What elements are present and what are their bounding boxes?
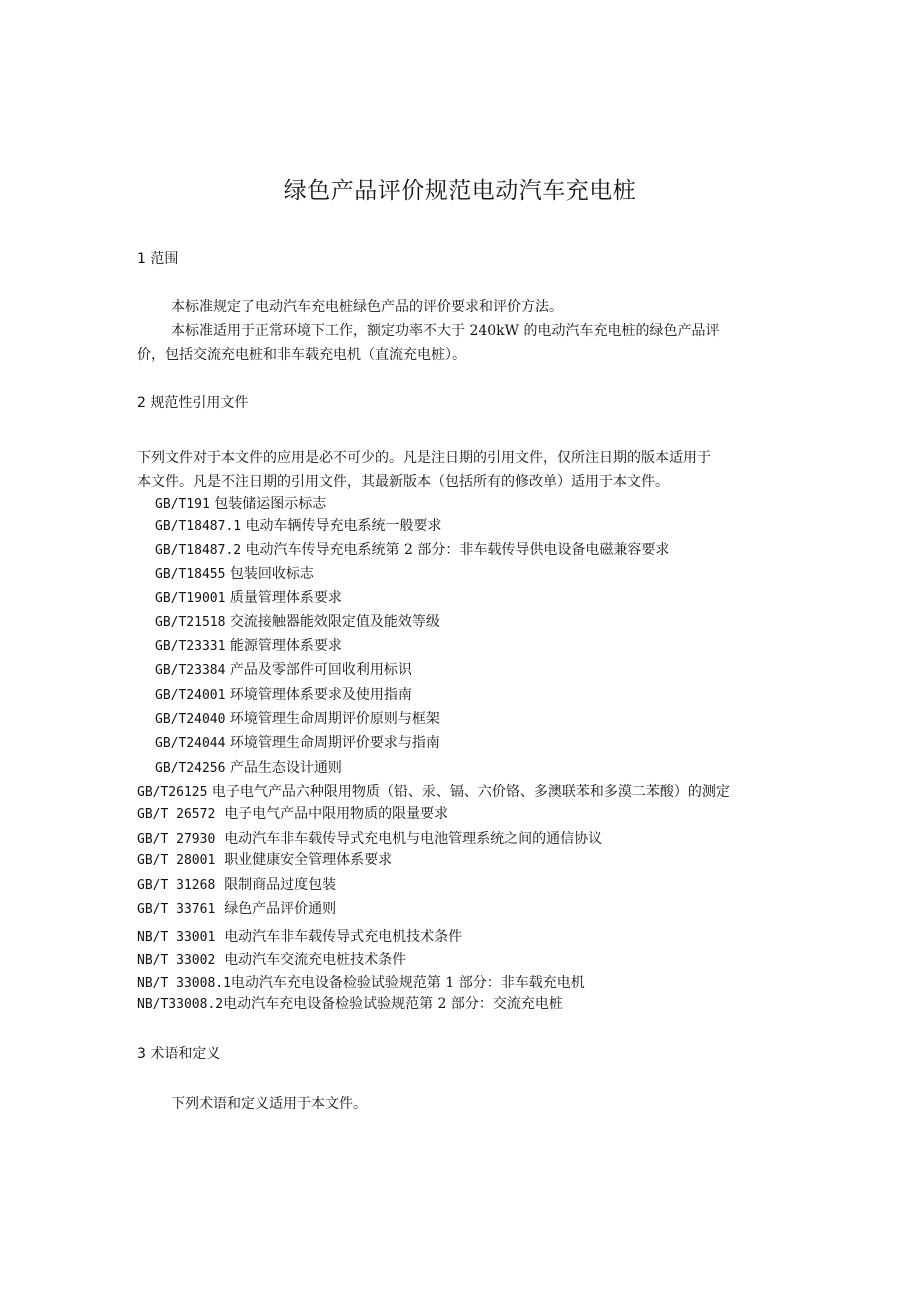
reference-title: 电动汽车传导充电系统第 2 部分：非车载传导供电设备电磁兼容要求 bbox=[245, 542, 670, 558]
reference-item bbox=[155, 732, 440, 752]
reference-item bbox=[137, 828, 602, 848]
reference-title: 包装回收标志 bbox=[229, 566, 314, 582]
reference-code: GB/T21518 bbox=[155, 615, 226, 630]
reference-code: GB/T 33761 bbox=[137, 902, 216, 917]
reference-title: 电子电气产品六种限用物质（铅、汞、镉、六价铬、多澳联苯和多漠二苯酸）的测定 bbox=[211, 784, 730, 800]
reference-code: NB/T 33001 bbox=[137, 930, 216, 945]
reference-item bbox=[137, 874, 336, 894]
reference-title: 电动汽车非车载传导式充电机与电池管理系统之间的通信协议 bbox=[224, 831, 603, 847]
reference-item bbox=[137, 926, 462, 946]
reference-code: GB/T19001 bbox=[155, 591, 226, 606]
reference-title: 职业健康安全管理体系要求 bbox=[224, 852, 393, 868]
reference-item bbox=[137, 849, 392, 869]
reference-code: GB/T 27930 bbox=[137, 832, 216, 847]
reference-item bbox=[155, 563, 314, 583]
reference-item bbox=[155, 757, 342, 777]
scope-paragraph-2-line-1: 本标准适用于正常环境下工作，额定功率不大于 240kW 的电动汽车充电桩的绿色产品评 bbox=[171, 323, 720, 339]
reference-item bbox=[137, 993, 563, 1013]
reference-code: GB/T26125 bbox=[137, 785, 208, 800]
reference-item bbox=[155, 587, 342, 607]
section-heading-normative: 2 规范性引用文件 bbox=[137, 395, 249, 411]
reference-code: NB/T33008.2 bbox=[137, 997, 224, 1012]
reference-code: GB/T191 bbox=[155, 497, 210, 512]
reference-title: 电动汽车充电设备检验试验规范第 1 部分：非车载充电机 bbox=[230, 975, 585, 991]
reference-title: 电动汽车非车载传导式充电机技术条件 bbox=[224, 929, 463, 945]
reference-item bbox=[137, 781, 730, 801]
reference-title: 限制商品过度包装 bbox=[224, 877, 337, 893]
reference-item bbox=[137, 949, 406, 969]
reference-item bbox=[137, 898, 336, 918]
reference-code: GB/T24040 bbox=[155, 712, 226, 727]
reference-code: GB/T 26572 bbox=[137, 807, 216, 822]
reference-title: 环境管理体系要求及使用指南 bbox=[229, 687, 412, 703]
reference-title: 电动汽车交流充电桩技术条件 bbox=[224, 952, 407, 968]
normative-intro-line-2: 本文件。凡是不注日期的引用文件，其最新版本（包括所有的修改单）适用于本文件。 bbox=[137, 474, 669, 490]
reference-item bbox=[155, 515, 442, 535]
reference-title: 电子电气产品中限用物质的限量要求 bbox=[224, 806, 449, 822]
reference-code: GB/T23331 bbox=[155, 639, 226, 654]
reference-title: 交流接触器能效限定值及能效等级 bbox=[229, 614, 440, 630]
reference-item bbox=[155, 493, 326, 513]
reference-code: GB/T24001 bbox=[155, 688, 226, 703]
scope-paragraph-2-line-2: 价，包括交流充电桩和非车载充电机（直流充电桩）。 bbox=[137, 347, 466, 363]
section-heading-terms: 3 术语和定义 bbox=[137, 1046, 221, 1062]
reference-item bbox=[155, 708, 440, 728]
reference-title: 包装储运图示标志 bbox=[214, 496, 327, 512]
reference-code: GB/T18487.2 bbox=[155, 543, 242, 558]
reference-code: GB/T23384 bbox=[155, 663, 226, 678]
reference-item bbox=[137, 803, 448, 823]
terms-paragraph-1: 下列术语和定义适用于本文件。 bbox=[171, 1096, 367, 1112]
reference-title: 能源管理体系要求 bbox=[229, 638, 342, 654]
reference-title: 环境管理生命周期评价要求与指南 bbox=[229, 735, 440, 751]
reference-title: 电动车辆传导充电系统一般要求 bbox=[245, 518, 442, 534]
reference-code: GB/T24044 bbox=[155, 736, 226, 751]
reference-code: GB/T18487.1 bbox=[155, 519, 242, 534]
reference-title: 环境管理生命周期评价原则与框架 bbox=[229, 711, 440, 727]
reference-title: 质量管理体系要求 bbox=[229, 590, 342, 606]
reference-item bbox=[155, 539, 669, 559]
reference-code: GB/T24256 bbox=[155, 761, 226, 776]
scope-paragraph-1: 本标准规定了电动汽车充电桩绿色产品的评价要求和评价方法。 bbox=[171, 299, 563, 315]
reference-title: 产品及零部件可回收利用标识 bbox=[229, 662, 412, 678]
reference-title: 电动汽车充电设备检验试验规范第 2 部分：交流充电桩 bbox=[223, 996, 563, 1012]
reference-code: GB/T 28001 bbox=[137, 853, 216, 868]
reference-item bbox=[137, 972, 585, 992]
reference-code: GB/T18455 bbox=[155, 567, 226, 582]
reference-item bbox=[155, 635, 342, 655]
reference-code: NB/T 33008.1 bbox=[137, 976, 231, 991]
reference-code: NB/T 33002 bbox=[137, 953, 216, 968]
reference-title: 绿色产品评价通则 bbox=[224, 901, 337, 917]
reference-title: 产品生态设计通则 bbox=[229, 760, 342, 776]
normative-intro-line-1: 下列文件对于本文件的应用是必不可少的。凡是注日期的引用文件，仅所注日期的版本适用于 bbox=[137, 450, 711, 466]
reference-item bbox=[155, 611, 440, 631]
document-title: 绿色产品评价规范电动汽车充电桩 bbox=[283, 178, 637, 204]
section-heading-scope: 1 范围 bbox=[137, 251, 179, 267]
reference-item bbox=[155, 659, 412, 679]
reference-code: GB/T 31268 bbox=[137, 878, 216, 893]
reference-item bbox=[155, 684, 412, 704]
